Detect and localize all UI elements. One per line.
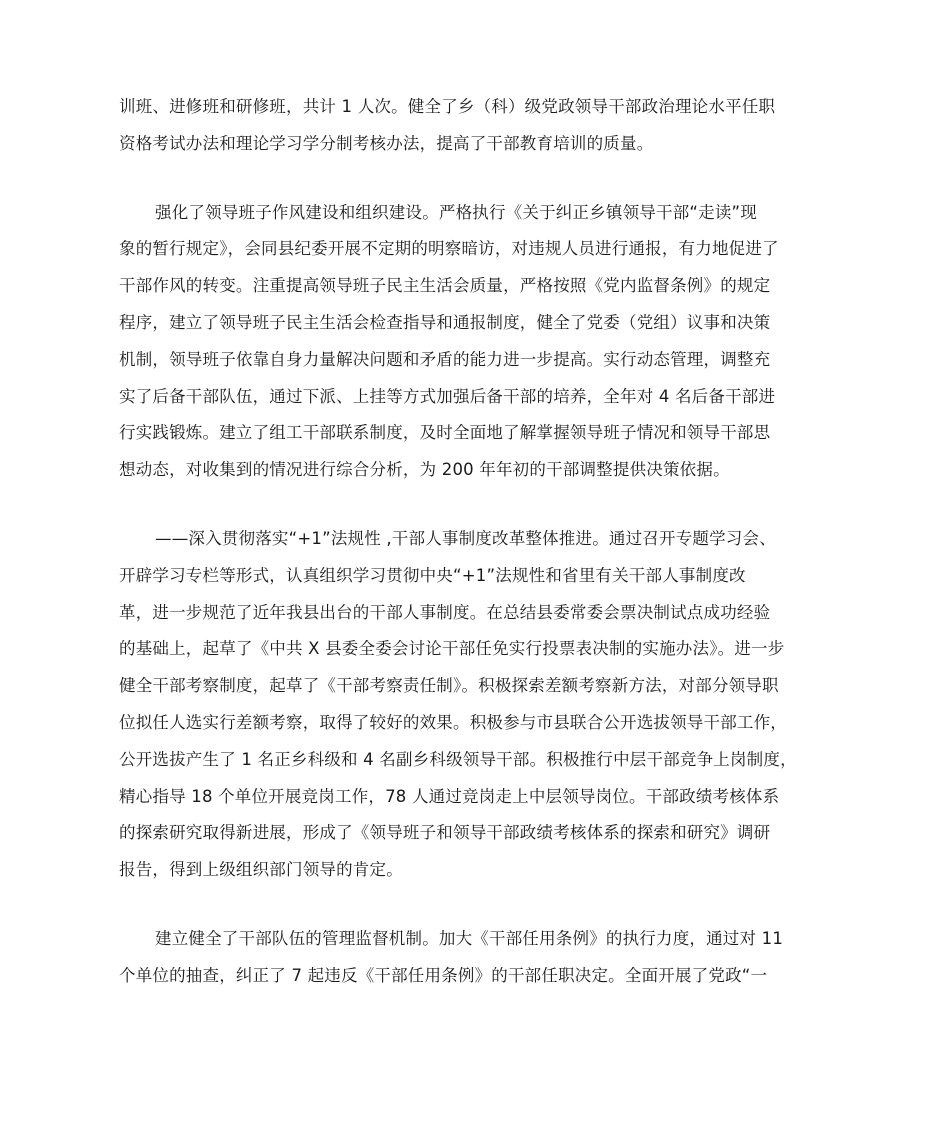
text-line: ——深入贯彻落实“+1”法规性 ,干部人事制度改革整体推进。通过召开专题学习会、 <box>155 528 776 548</box>
paragraph-supervision <box>119 921 844 995</box>
paragraph-leadership-building <box>119 195 844 489</box>
text-line: 干部作风的转变。注重提高领导班子民主生活会质量，严格按照《党内监督条例》的规定 <box>119 276 771 296</box>
text-line: 的探索研究取得新进展，形成了《领导班子和领导干部政绩考核体系的探索和研究》调研 <box>119 823 771 843</box>
text-line: 个单位的抽查，纠正了 7 起违反《干部任用条例》的干部任职决定。全面开展了党政“一 <box>119 965 768 985</box>
document-body <box>119 89 844 1027</box>
text-line: 建立健全了干部队伍的管理监督机制。加大《干部任用条例》的执行力度，通过对 11 <box>155 928 784 948</box>
text-line: 强化了领导班子作风建设和组织建设。严格执行《关于纠正乡镇领导干部“走读”现 <box>155 202 757 222</box>
text-line: 象的暂行规定》，会同县纪委开展不定期的明察暗访，对违规人员进行通报，有力地促进了 <box>119 239 779 259</box>
paragraph-training <box>119 89 844 163</box>
text-line: 革，进一步规范了近年我县出台的干部人事制度。在总结县委常委会票决制试点成功经验 <box>119 602 771 622</box>
text-line: 机制，领导班子依靠自身力量解决问题和矛盾的能力进一步提高。实行动态管理，调整充 <box>119 349 771 369</box>
text-line: 训班、进修班和研修班，共计 1 人次。健全了乡（科）级党政领导干部政治理论水平任职 <box>119 97 776 116</box>
text-line: 位拟任人选实行差额考察，取得了较好的效果。积极参与市县联合公开选拔领导干部工作， <box>119 712 787 732</box>
paragraph-personnel-reform <box>119 521 844 889</box>
text-line: 报告，得到上级组织部门领导的肯定。 <box>119 860 403 880</box>
text-line: 开辟学习专栏等形式，认真组织学习贯彻中央“+1”法规性和省里有关干部人事制度改 <box>119 565 746 585</box>
text-line: 公开选拔产生了 1 名正乡科级和 4 名副乡科级领导干部。积极推行中层干部竞争上岗制度， <box>119 749 797 769</box>
text-line: 实了后备干部队伍，通过下派、上挂等方式加强后备干部的培养，全年对 4 名后备干部进 <box>119 386 776 406</box>
text-line: 健全干部考察制度，起草了《干部考察责任制》。积极探索差额考察新方法，对部分领导职 <box>119 676 779 696</box>
text-line: 资格考试办法和理论学习学分制考核办法，提高了干部教育培训的质量。 <box>119 133 654 153</box>
text-line: 想动态，对收集到的情况进行综合分析，为 200 年年初的干部调整提供决策依据。 <box>119 460 730 480</box>
text-line: 精心指导 18 个单位开展竞岗工作，78 人通过竞岗走上中层领导岗位。干部政绩考核体系 <box>119 786 780 806</box>
text-line: 行实践锻炼。建立了组工干部联系制度，及时全面地了解掌握领导班子情况和领导干部思 <box>119 423 771 443</box>
text-line: 程序，建立了领导班子民主生活会检查指导和通报制度，健全了党委（党组）议事和决策 <box>119 312 771 332</box>
text-line: 的基础上，起草了《中共 X 县委全委会讨论干部任免实行投票表决制的实施办法》。进一步 <box>119 639 785 659</box>
